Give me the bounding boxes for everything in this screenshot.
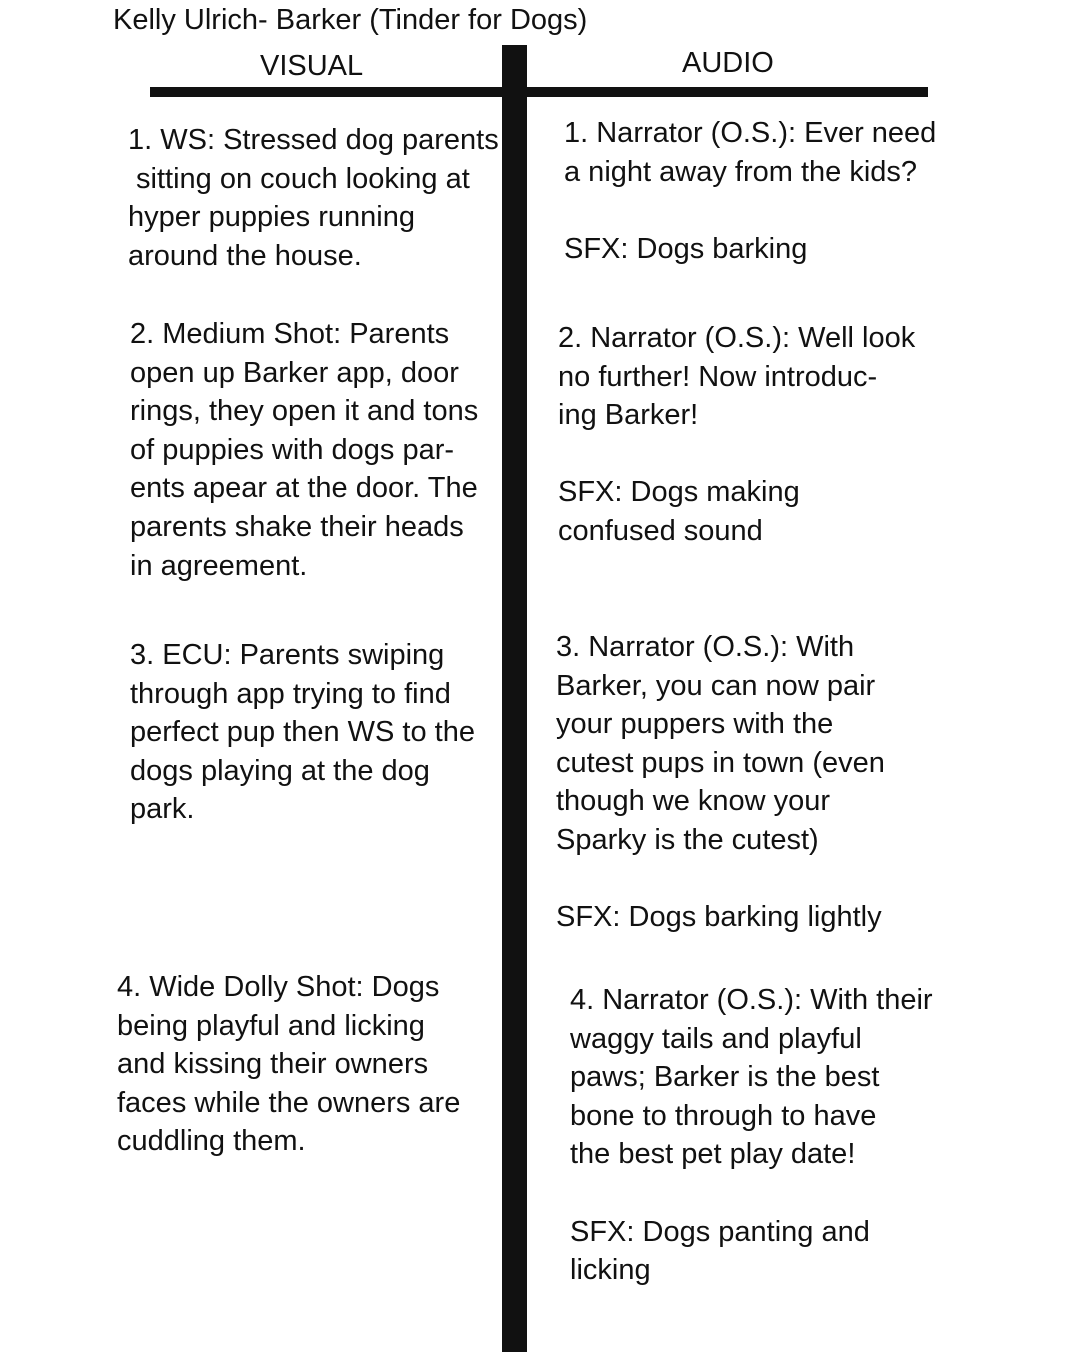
narration-line: Sparky is the cutest) (556, 823, 819, 856)
visual-shot-4 (117, 968, 460, 1161)
visual-line: around the house. (128, 239, 362, 272)
visual-shot-3 (130, 636, 475, 829)
visual-shot-2 (130, 315, 478, 585)
visual-line: 4. Wide Dolly Shot: Dogs (117, 971, 440, 1003)
column-divider (502, 45, 527, 1352)
visual-line: faces while the owners are (117, 1086, 461, 1119)
narration-line: 1. Narrator (O.S.): Ever need (564, 117, 937, 149)
sfx-line: SFX: Dogs making (558, 476, 800, 509)
visual-line: sitting on couch looking at (128, 162, 470, 195)
visual-shot-1 (128, 121, 499, 275)
spacer (556, 860, 885, 899)
narration-line: ing Barker! (558, 399, 699, 432)
narration-line: the best pet play date! (570, 1138, 856, 1171)
visual-column-header: VISUAL (260, 50, 364, 82)
narration-line: though we know your (556, 785, 831, 818)
visual-line: being playful and licking (117, 1009, 425, 1042)
narration-line: paws; Barker is the best (570, 1061, 880, 1094)
audio-cue-4 (570, 981, 933, 1290)
spacer (564, 191, 936, 230)
visual-line: dogs playing at the dog (130, 754, 430, 787)
narration-line: 3. Narrator (O.S.): With (556, 631, 855, 663)
visual-line: through app trying to find (130, 677, 451, 710)
visual-line: 1. WS: Stressed dog parents (128, 124, 499, 156)
visual-line: park. (130, 793, 195, 826)
visual-line: hyper puppies running (128, 201, 415, 234)
narration-line: waggy tails and playful (570, 1022, 862, 1055)
visual-line: 3. ECU: Parents swiping (130, 639, 445, 671)
spacer (570, 1174, 933, 1213)
visual-line: parents shake their heads (130, 510, 464, 543)
narration-line: cutest pups in town (even (556, 746, 885, 779)
visual-line: 2. Medium Shot: Parents (130, 318, 450, 350)
spacer (558, 435, 915, 474)
narration-line: no further! Now introduc- (558, 360, 878, 393)
visual-line: in agreement. (130, 549, 308, 582)
audio-column-header: AUDIO (682, 47, 774, 79)
sfx-line: SFX: Dogs barking (564, 232, 808, 265)
narration-line: 4. Narrator (O.S.): With their (570, 984, 933, 1016)
visual-line: cuddling them. (117, 1125, 306, 1158)
sfx-line: confused sound (558, 514, 763, 547)
sfx-line: licking (570, 1254, 651, 1287)
visual-line: open up Barker app, door (130, 356, 459, 389)
document-title: Kelly Ulrich- Barker (Tinder for Dogs) (113, 4, 588, 36)
visual-line: of puppies with dogs par- (130, 433, 455, 466)
sfx-line: SFX: Dogs barking lightly (556, 901, 882, 934)
narration-line: bone to through to have (570, 1099, 877, 1132)
narration-line: Barker, you can now pair (556, 669, 876, 702)
audio-cue-3 (556, 628, 885, 937)
audio-cue-2 (558, 319, 915, 551)
sfx-line: SFX: Dogs panting and (570, 1215, 870, 1248)
narration-line: your puppers with the (556, 708, 834, 741)
visual-line: rings, they open it and tons (130, 395, 479, 428)
visual-line: ents apear at the door. The (130, 472, 478, 505)
visual-line: and kissing their owners (117, 1048, 429, 1081)
header-divider (150, 87, 928, 97)
audio-cue-1 (564, 114, 936, 268)
narration-line: a night away from the kids? (564, 155, 918, 188)
visual-line: perfect pup then WS to the (130, 716, 475, 749)
narration-line: 2. Narrator (O.S.): Well look (558, 322, 916, 354)
